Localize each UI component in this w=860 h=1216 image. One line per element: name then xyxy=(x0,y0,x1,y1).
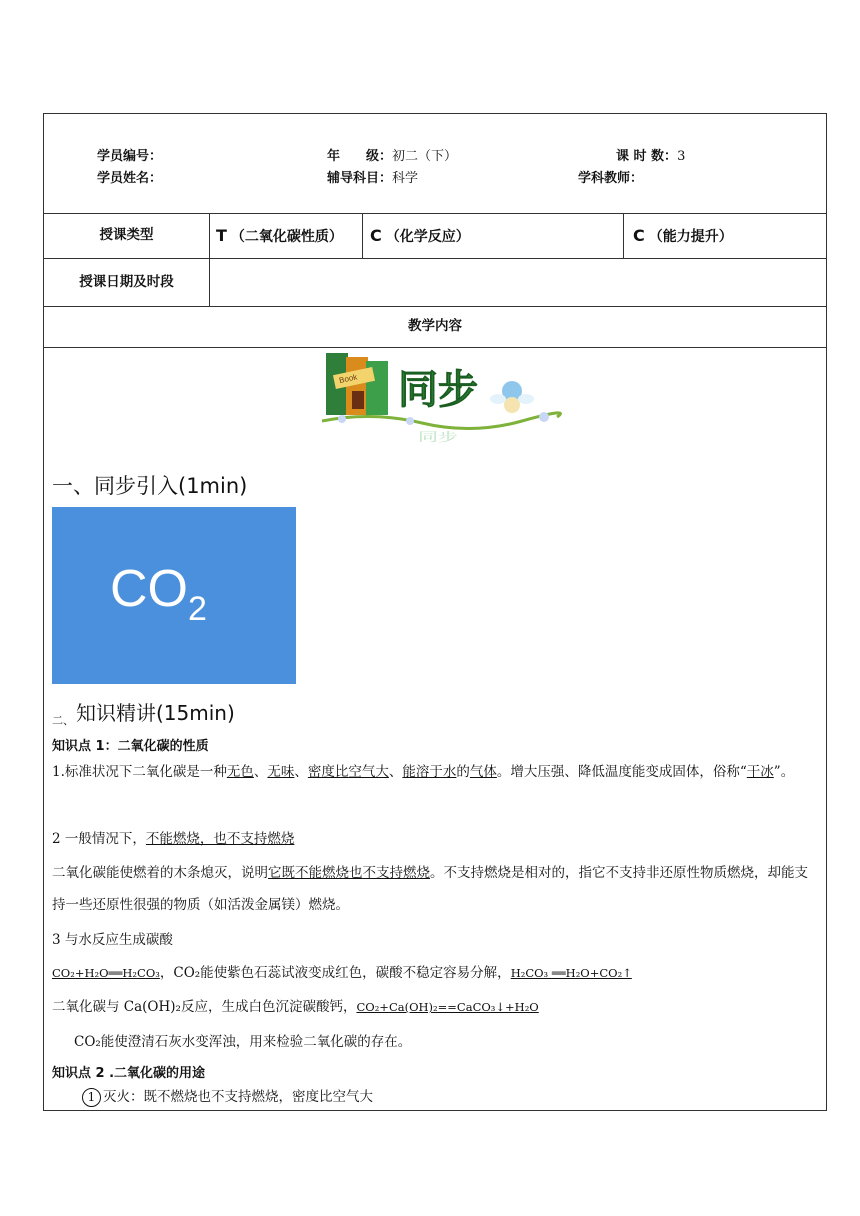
underlined-term: 无色 xyxy=(226,764,254,780)
paragraph-2 xyxy=(52,823,818,855)
student-id-label: 学员编号： xyxy=(97,149,163,164)
lessons-value: 3 xyxy=(677,149,686,164)
underlined-term: 它既不能燃烧也不支持燃烧 xyxy=(268,865,430,881)
door-icon xyxy=(352,391,364,409)
lesson-type-c1 xyxy=(370,213,470,260)
underlined-term: 不能燃烧，也不支持燃烧 xyxy=(145,831,295,847)
wing-icon xyxy=(490,394,506,404)
lesson-table xyxy=(43,113,827,1111)
banner-title: 同步 xyxy=(398,367,478,413)
text: ”。 xyxy=(773,764,795,780)
underlined-term: 干冰 xyxy=(746,764,774,780)
vine-icon xyxy=(322,413,560,429)
lesson-type-c2-text: （能力提升） xyxy=(648,229,733,245)
grade-label: 年 级： xyxy=(327,149,393,164)
knowledge-point-1-title: 知识点 1：二氧化碳的性质 xyxy=(52,739,209,754)
divider xyxy=(362,213,363,258)
lesson-type-t-text: （二氧化碳性质） xyxy=(230,229,343,245)
paragraph-6 xyxy=(52,991,818,1023)
text: 。增大压强、降低温度能变成固体，俗称“ xyxy=(496,764,747,780)
paragraph-1 xyxy=(52,756,818,788)
paragraph-5 xyxy=(52,957,818,989)
paragraph-8 xyxy=(82,1081,818,1113)
lesson-type-t xyxy=(216,213,343,260)
text: 二氧化碳能使燃着的木条熄灭，说明 xyxy=(52,865,268,881)
lessons-field xyxy=(616,145,685,164)
grade-value: 初二（下） xyxy=(392,149,458,164)
text: ，CO₂能使紫色石蕊试液变成红色，碳酸不稳定容易分解， xyxy=(159,965,511,981)
fairy-body-icon xyxy=(504,397,520,413)
subject-label: 辅导科目： xyxy=(327,171,393,186)
co2-image xyxy=(52,507,296,684)
equation: CO₂+H₂O══H₂CO₃ xyxy=(52,966,160,980)
lesson-type-c2 xyxy=(633,213,733,260)
sync-banner-illustration xyxy=(312,347,562,447)
equation: H₂CO₃ ══H₂O+CO₂↑ xyxy=(510,966,632,980)
subject-value: 科学 xyxy=(392,171,419,186)
divider xyxy=(209,213,210,306)
text: 二氧化碳与 Ca(OH)₂反应，生成白色沉淀碳酸钙， xyxy=(52,999,357,1015)
text: 灭火：既不燃烧也不支持燃烧，密度比空气大 xyxy=(103,1089,373,1105)
section-title-text: 知识精讲(15min) xyxy=(76,701,235,725)
text: 、 xyxy=(253,764,268,780)
knowledge-point-2-title: 知识点 2 .二氧化碳的用途 xyxy=(52,1066,206,1081)
text: 1.标准状况下二氧化碳是一种 xyxy=(52,764,227,780)
circled-number-icon: 1 xyxy=(82,1088,101,1107)
paragraph-4: 3 与水反应生成碳酸 xyxy=(52,932,173,948)
lesson-type-label: 授课类型 xyxy=(99,227,154,243)
grade-field xyxy=(327,145,457,164)
section-title-knowledge xyxy=(52,697,235,728)
co2-formula-subscript: 2 xyxy=(188,590,207,628)
lesson-type-c1-text: （化学反应） xyxy=(385,229,470,245)
text: 。不支持燃烧是相对的，指它不支持非还原性物质燃烧，却能支持一些还原性很强的物质（如活泼金属镁）燃烧。 xyxy=(52,865,808,913)
co2-formula xyxy=(110,559,207,629)
content-title: 教学内容 xyxy=(408,318,462,334)
text: 的 xyxy=(456,764,470,780)
lessons-label: 课 时 数： xyxy=(616,149,678,164)
flower-icon xyxy=(406,417,414,425)
section-title-intro: 一、同步引入(1min) xyxy=(52,474,248,498)
underlined-term: 能溶于水 xyxy=(402,764,457,780)
teacher-label: 学科教师： xyxy=(578,171,644,186)
text: 2 一般情况下， xyxy=(52,831,146,847)
flower-icon xyxy=(539,412,549,422)
lesson-type-c2-letter: C xyxy=(633,226,645,245)
co2-formula-main: CO xyxy=(110,560,188,618)
date-row-label: 授课日期及时段 xyxy=(79,274,174,290)
lesson-type-t-letter: T xyxy=(216,226,227,245)
book-label-text: Book xyxy=(338,372,358,386)
banner-reflection: 同步 xyxy=(418,430,458,445)
underlined-term: 气体 xyxy=(469,764,497,780)
divider xyxy=(623,213,624,258)
section-prefix: 二、 xyxy=(52,714,74,727)
equation: CO₂+Ca(OH)₂==CaCO₃↓+H₂O xyxy=(356,1000,539,1014)
wing-icon xyxy=(518,394,534,404)
underlined-term: 无味 xyxy=(267,764,295,780)
subject-field xyxy=(327,167,418,186)
text: 、 xyxy=(294,764,308,780)
flower-icon xyxy=(338,415,346,423)
paragraph-7: CO₂能使澄清石灰水变浑浊，用来检验二氧化碳的存在。 xyxy=(74,1034,412,1050)
text: 、 xyxy=(388,764,403,780)
paragraph-3 xyxy=(52,857,818,921)
student-name-label: 学员姓名： xyxy=(97,171,163,186)
lesson-type-c1-letter: C xyxy=(370,226,382,245)
underlined-term: 密度比空气大 xyxy=(307,764,389,780)
